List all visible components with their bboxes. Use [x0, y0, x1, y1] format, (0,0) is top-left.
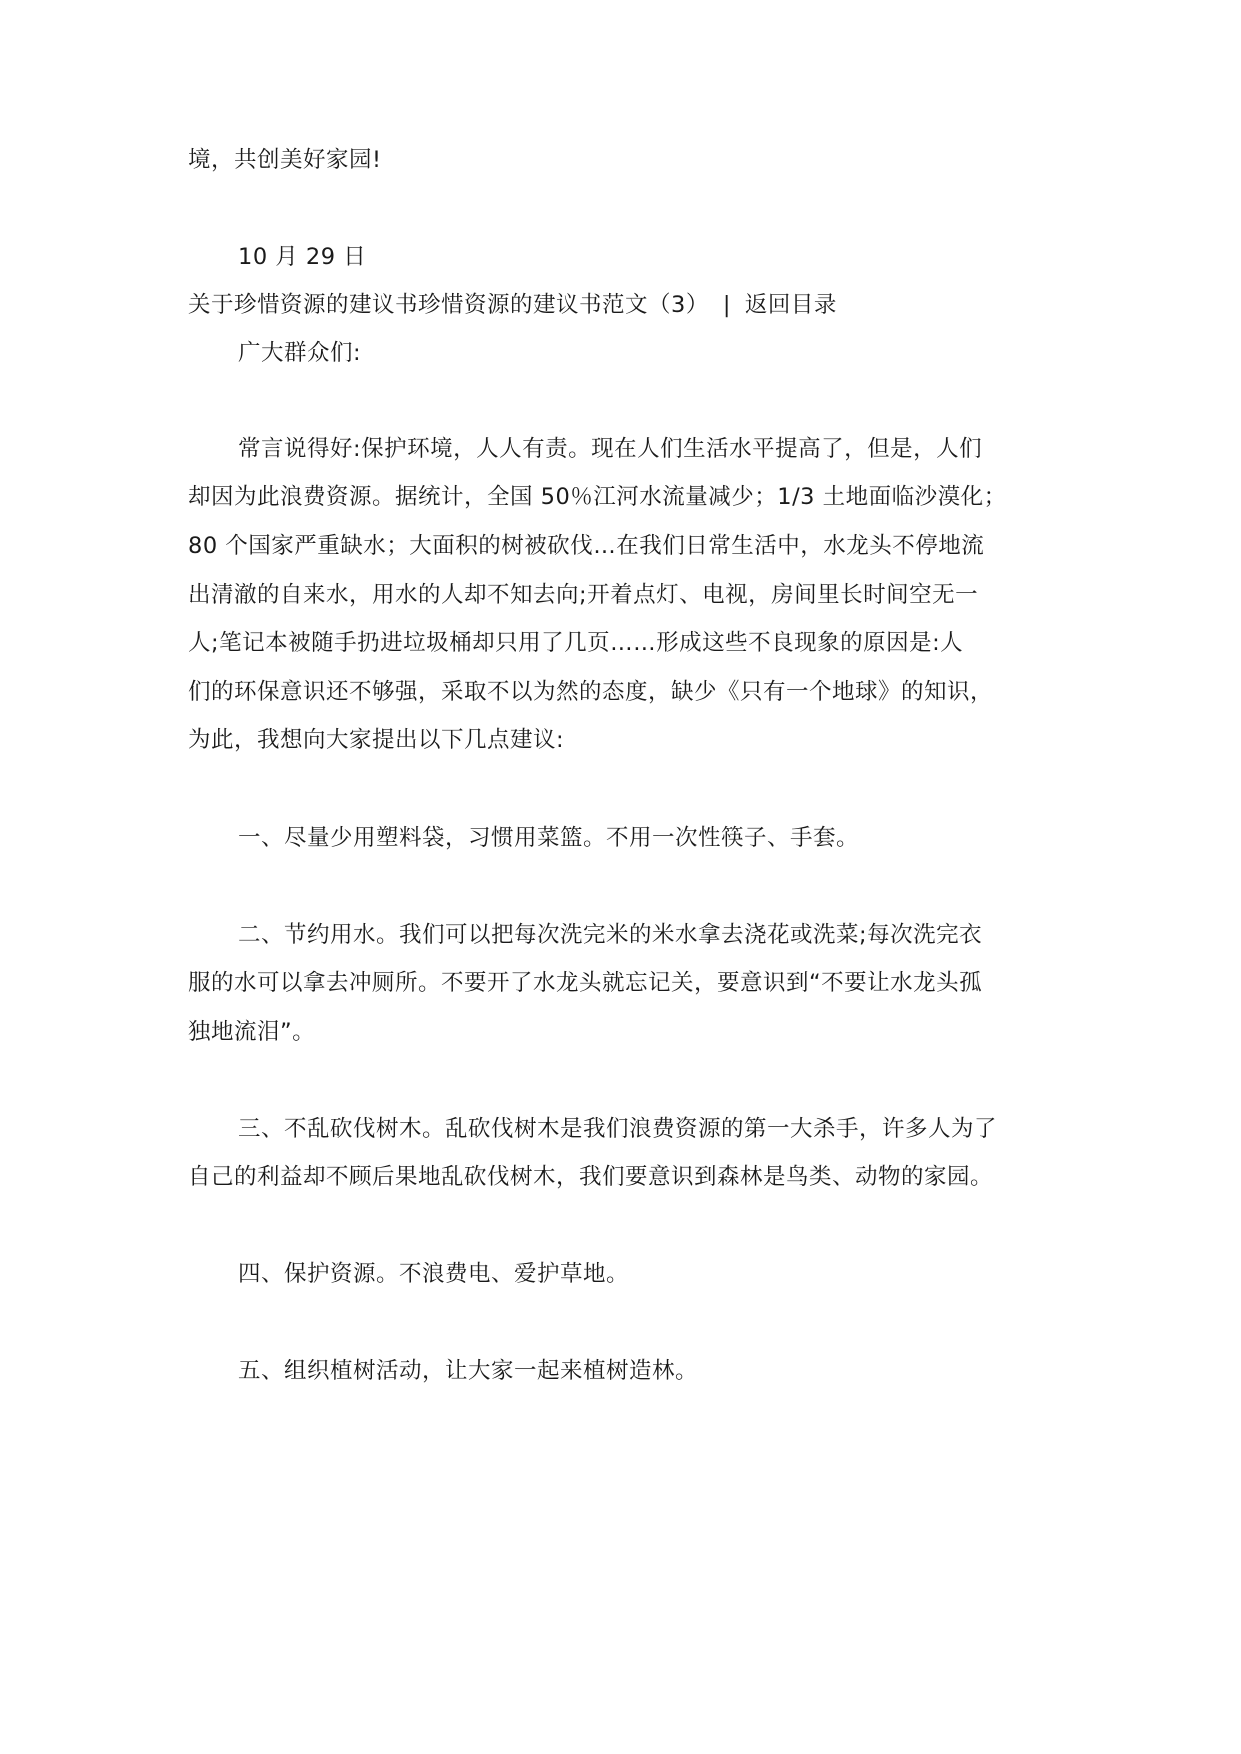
salutation: 广大群众们:: [238, 340, 362, 366]
paragraph-line: 自己的利益却不顾后果地乱砍伐树木，我们要意识到森林是鸟类、动物的家园。: [188, 1164, 994, 1190]
suggestion-4: 四、保护资源。不浪费电、爱护草地。: [238, 1261, 630, 1287]
paragraph-line: 二、节约用水。我们可以把每次洗完米的米水拿去浇花或洗菜;每次洗完衣: [238, 922, 983, 948]
paragraph-line: 独地流泪”。: [188, 1019, 316, 1045]
paragraph-line: 常言说得好:保护环境，人人有责。现在人们生活水平提高了，但是，人们: [238, 436, 983, 462]
date-line: 10 月 29 日: [238, 244, 367, 270]
paragraph-line: 三、不乱砍伐树木。乱砍伐树木是我们浪费资源的第一大杀手，许多人为了: [238, 1116, 998, 1142]
paragraph-line: 们的环保意识还不够强，采取不以为然的态度，缺少《只有一个地球》的知识，: [188, 679, 994, 705]
paragraph-line: 却因为此浪费资源。据统计，全国 50％江河水流量减少；1/3 土地面临沙漠化；: [188, 484, 1007, 510]
paragraph-line: 80 个国家严重缺水；大面积的树被砍伐…在我们日常生活中，水龙头不停地流: [188, 533, 985, 559]
paragraph-line: 出清澈的自来水，用水的人却不知去向;开着点灯、电视，房间里长时间空无一: [188, 582, 979, 608]
suggestion-1: 一、尽量少用塑料袋，习惯用菜篮。不用一次性筷子、手套。: [238, 825, 860, 851]
closing-line: 境，共创美好家园!: [188, 147, 382, 173]
paragraph-line: 人;笔记本被随手扔进垃圾桶却只用了几页……形成这些不良现象的原因是:人: [188, 630, 964, 656]
section-heading-row: [188, 290, 1068, 320]
paragraph-line: 服的水可以拿去冲厕所。不要开了水龙头就忘记关，要意识到“不要让水龙头孤: [188, 970, 983, 996]
back-to-contents-link[interactable]: 返回目录: [744, 292, 837, 318]
paragraph-line: 为此，我想向大家提出以下几点建议:: [188, 727, 565, 753]
section-heading: 关于珍惜资源的建议书珍惜资源的建议书范文（3）: [188, 292, 709, 318]
separator: |: [722, 292, 731, 318]
suggestion-5: 五、组织植树活动，让大家一起来植树造林。: [238, 1358, 699, 1384]
